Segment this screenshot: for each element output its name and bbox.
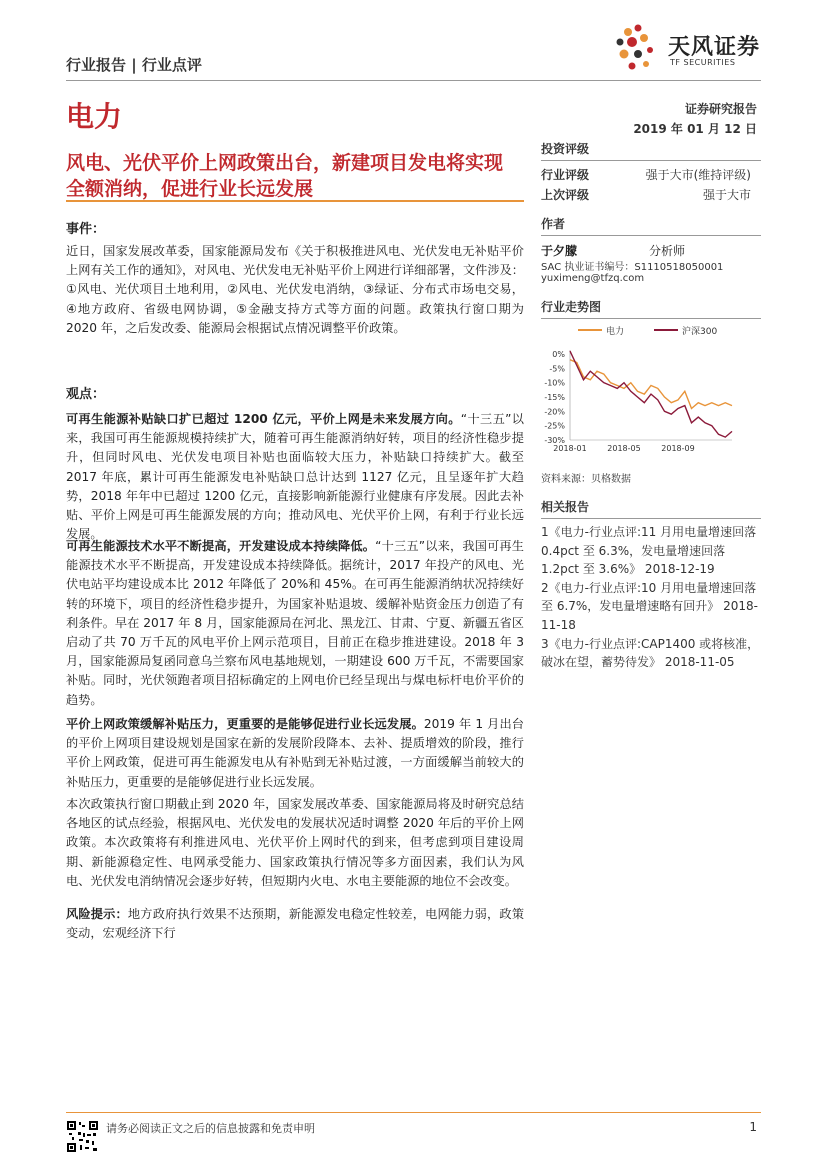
y-tick-label: -10% (544, 378, 565, 388)
risk-body: 地方政府执行效果不达预期，新能源发电稳定性较差，电网能力弱，政策变动，宏观经济下行 (66, 907, 525, 941)
opinion-paragraph-3 (66, 715, 524, 792)
author-email[interactable]: yuximeng@tfzq.com (541, 273, 645, 284)
x-tick-label: 2018-05 (607, 444, 641, 453)
rating-divider (541, 160, 761, 161)
industry-rating-value: 强于大市(维持评级) (645, 168, 751, 182)
last-rating-value: 强于大市 (702, 188, 751, 202)
y-tick-label: -15% (544, 393, 565, 402)
x-tick-label: 2018-09 (661, 444, 695, 453)
headline-line-2: 全额消纳，促进行业长远发展 (66, 178, 314, 200)
headline (66, 150, 526, 202)
report-category: 行业报告 | 行业点评 (66, 56, 202, 74)
series-line-0 (570, 360, 732, 409)
related-divider (541, 518, 761, 519)
rating-title: 投资评级 (541, 142, 590, 156)
header-divider (66, 80, 761, 81)
y-tick-label: -25% (544, 421, 565, 431)
opinion-title: 观点： (66, 387, 106, 402)
trend-section (541, 298, 761, 319)
page-number: 1 (749, 1120, 757, 1134)
opinion-1-lead: 可再生能源补贴缺口扩已超过 1200 亿元，平价上网是未来发展方向。 (66, 412, 461, 426)
author-name: 于夕朦 (541, 244, 578, 258)
event-paragraph: 近日，国家发展改革委，国家能源局发布《关于积极推进风电、光伏发电无补贴平价上网有关工作的通知》，对风电、光伏发电无补贴平价上网进行详细部署，文件涉及：①风电、光伏项目土地利用，②风电、光伏发电消纳，③绿证、分布式市场电交易，④地方政府、省级电网协调，⑤金融支持方式等方面的问题。政策执行窗口期为 2020 年，之后发改委、能源局会根据试点情况调整平价政策。 (66, 244, 524, 335)
related-section (541, 498, 761, 672)
risk-lead: 风险提示： (66, 907, 128, 921)
report-type: 证券研究报告 (684, 102, 757, 116)
footer-divider (66, 1112, 761, 1113)
risk-paragraph (66, 905, 524, 943)
legend-label-0: 电力 (606, 327, 625, 337)
report-date: 2019 年 01 月 12 日 (633, 122, 757, 136)
chart-source: 资料来源：贝格数据 (541, 474, 631, 485)
opinion-1-body: “十三五”以来，我国可再生能源规模持续扩大，随着可再生能源消纳好转，项目的经济性稳步提升，但同时风电、光伏发电项目补贴也面临较大压力，补贴缺口持续扩大。截至 2017 年底，累计可再生能源发电补贴缺口总计达到 1127 亿元，且呈逐年扩大趋势，2018 年年中已超过 1200 亿元，直接影响新能源行业健康有序发展。因此去补贴、平价上网是可再生能源发展的方向；推动风电、光伏平价上网，有利于行业长远发展。 (66, 412, 524, 542)
opinion-paragraph-4: 本次政策执行窗口期截止到 2020 年，国家发展改革委、国家能源局将及时研究总结各地区的试点经验，根据风电、光伏发电的发展状况适时调整 2020 年后的平价上网政策。本次政策将有利推进风电、光伏平价上网时代的到来，但考虑到项目建设周期、新能源稳定性、电网承受能力、国家政策执行情况等多方面因素，我们认为风电、光伏发电消纳情况会逐步好转，但短期内火电、水电主要能源的地位不会改变。 (66, 797, 524, 888)
author-role: 分析师 (649, 244, 686, 258)
opinion-3-body: 2019 年 1 月出台的平价上网项目建设规划是国家在新的发展阶段降本、去补、提质增效的阶段，推行平价上网政策，促进可再生能源发电从有补贴到无补贴过渡，一方面缓解当前较大的补贴压力，更重要的是能够促进行业长远发展。 (66, 717, 524, 789)
last-rating-label: 上次评级 (541, 188, 590, 202)
author-title: 作者 (541, 217, 566, 231)
opinion-paragraph-2 (66, 537, 524, 710)
y-tick-label: -30% (544, 436, 565, 445)
footer-disclaimer: 请务必阅读正文之后的信息披露和免责申明 (106, 1122, 315, 1135)
related-report-1[interactable]: 1《电力-行业点评:11 月用电量增速回落 0.4pct 至 6.3%，发电量增速回落 1.2pct 至 3.6%》 2018-12-19 (541, 525, 757, 577)
opinion-paragraph-1 (66, 410, 524, 544)
last-rating-row (541, 186, 761, 204)
sector-title: 电力 (66, 100, 123, 133)
trend-chart (536, 318, 761, 458)
opinion-2-lead: 可再生能源技术水平不断提高，开发建设成本持续降低。 (66, 539, 376, 553)
author-divider (541, 235, 761, 236)
brand-name: 天风证券 (668, 35, 761, 60)
trend-title: 行业走势图 (541, 300, 602, 314)
legend-label-1: 沪深300 (682, 327, 718, 337)
y-tick-label: -20% (544, 407, 565, 417)
related-title: 相关报告 (541, 500, 590, 514)
author-sac: SAC 执业证书编号：S1110518050001 (541, 262, 724, 273)
opinion-2-body: “十三五”以来，我国可再生能源技术水平不断提高，开发建设成本持续降低。据统计，2017 年投产的风电、光伏电站平均建设成本比 2012 年降低了 20%和 45%。在可再生能源消纳状况持续好转的环境下，项目的经济性稳步提升，为国家补贴退坡、缓解补贴资金压力创造了有利条件。早在 2017 年 8 月，国家能源局在河北、黑龙江、甘肃、宁夏、新疆五省区启动了共 70 万千瓦的风电平价上网示范项目，目前正在稳步推进建设。2018 年 3 月，国家能源局复函同意乌兰察布风电基地规划，一期建设 600 万千瓦，不需要国家补贴。同时，光伏领跑者项目招标确定的上网电价已经呈现出与煤电标杆电价平价的趋势。 (66, 539, 524, 707)
industry-rating-label: 行业评级 (541, 168, 590, 182)
event-title: 事件： (66, 222, 106, 237)
rating-section (541, 140, 761, 204)
related-report-3[interactable]: 3《电力-行业点评:CAP1400 或将核准，破冰在望，蓄势待发》 2018-11-05 (541, 636, 760, 670)
industry-rating-row (541, 166, 761, 184)
y-tick-label: 0% (552, 350, 565, 359)
headline-line-1: 风电、光伏平价上网政策出台，新建项目发电将实现 (66, 152, 504, 174)
author-section (541, 215, 761, 284)
opinion-3-lead: 平价上网政策缓解补贴压力，更重要的是能够促进行业长远发展。 (66, 717, 424, 731)
x-tick-label: 2018-01 (553, 444, 587, 453)
headline-divider (66, 200, 524, 202)
brand-name-en: TF SECURITIES (670, 58, 736, 67)
y-tick-label: -5% (549, 364, 565, 374)
series-line-1 (570, 351, 732, 437)
qr-code-icon (66, 1120, 99, 1153)
author-row (541, 242, 761, 258)
related-report-2[interactable]: 2《电力-行业点评:10 月用电量增速回落至 6.7%，发电量增速略有回升》 2018-11-18 (541, 580, 758, 632)
